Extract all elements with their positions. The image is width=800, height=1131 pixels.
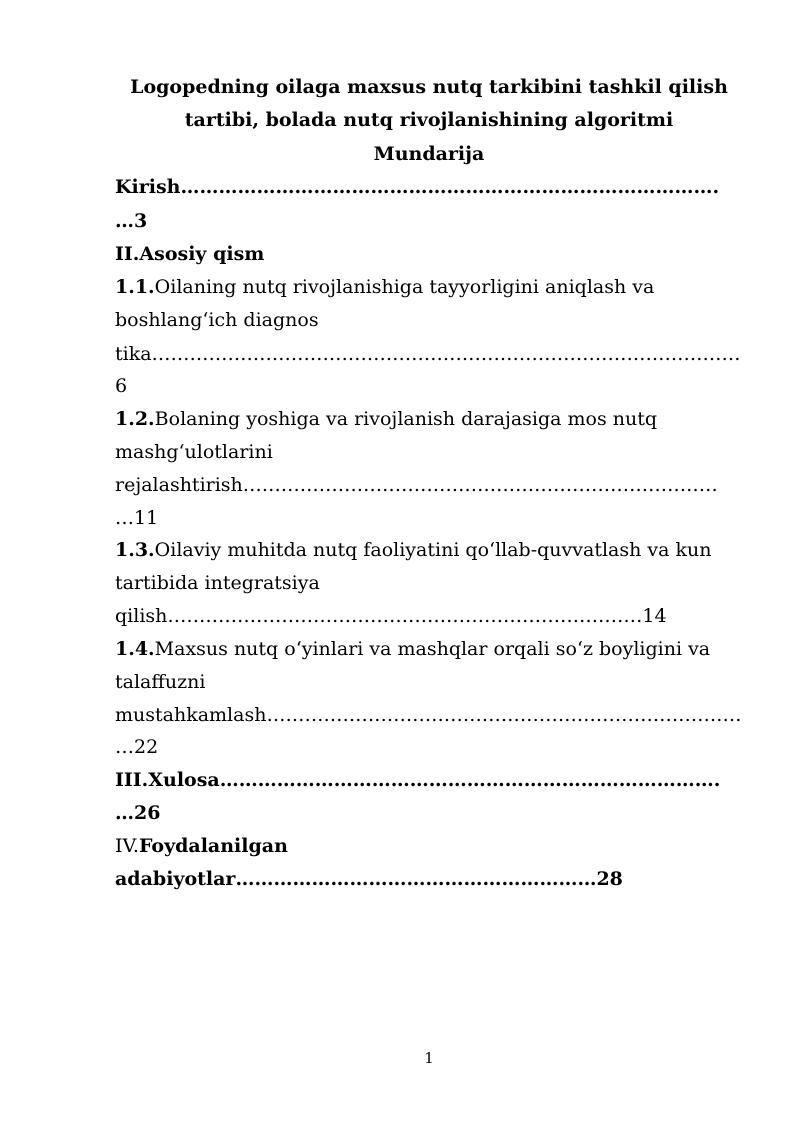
document-title-line-2: tartibi, bolada nutq rivojlanishining algoritmi [184, 109, 674, 131]
toc-entry-1-2-line-2: mashg‘ulotlarini [115, 441, 273, 463]
toc-entry-1-2-number: 1.2. [115, 408, 155, 430]
contents-heading: Mundarija [373, 143, 485, 165]
toc-entry-main-part: II.Asosiy qism [115, 243, 265, 265]
toc-entry-1-1-page: 6 [115, 375, 128, 397]
toc-entry-1-1-text: Oilaning nutq rivojlanishiga tayyorligini aniqlash va [154, 276, 655, 298]
toc-entry-1-3-line-3: qilish…………………………………………………………………14 [115, 605, 667, 627]
toc-entry-intro: Kirish…………………………………………………………………………. [115, 176, 720, 198]
toc-entry-1-4-line-3: mustahkamlash………………………………………………………………… [115, 704, 742, 726]
toc-entry-references [115, 830, 288, 863]
toc-entry-conclusion: III.Xulosa……………………………………………………………………. [115, 769, 721, 791]
page-number: 1 [424, 1049, 434, 1067]
toc-entry-1-4-text: Maxsus nutq o‘yinlari va mashqlar orqali so‘z boyligini va [154, 638, 711, 660]
toc-entry-1-1-number: 1.1. [115, 276, 155, 298]
toc-entry-1-2 [115, 403, 657, 436]
toc-entry-1-3-line-2: tartibida integratsiya [115, 572, 320, 594]
toc-entry-conclusion-page: …26 [115, 802, 161, 824]
toc-entry-1-3-number: 1.3. [115, 539, 155, 561]
toc-entry-1-4-line-2: talaffuzni [115, 671, 206, 693]
toc-entry-1-3-text: Oilaviy muhitda nutq faoliyatini qo‘llab-quvvatlash va kun [154, 539, 712, 561]
toc-entry-1-1 [115, 271, 654, 304]
toc-entry-1-4-page: …22 [115, 736, 159, 758]
toc-entry-1-1-line-3: tika………………………………………………………………………………… [115, 343, 741, 365]
toc-entry-intro-page: …3 [115, 210, 148, 232]
toc-entry-references-line-2: adabiyotlar…………………………………………………28 [115, 868, 623, 890]
toc-entry-references-number: IV. [115, 835, 139, 857]
toc-entry-references-text: Foydalanilgan [138, 835, 288, 857]
toc-entry-1-1-line-2: boshlang‘ich diagnos [115, 309, 319, 331]
toc-entry-1-4 [115, 633, 710, 666]
document-title-line-1: Logopedning oilaga maxsus nutq tarkibini tashkil qilish [130, 76, 728, 98]
toc-entry-1-2-text: Bolaning yoshiga va rivojlanish darajasiga mos nutq [154, 408, 658, 430]
toc-entry-1-2-line-3: rejalashtirish………………………………………………………………… [115, 474, 718, 496]
toc-entry-1-4-number: 1.4. [115, 638, 155, 660]
toc-entry-1-3 [115, 534, 712, 567]
toc-entry-1-2-page: …11 [115, 507, 159, 529]
